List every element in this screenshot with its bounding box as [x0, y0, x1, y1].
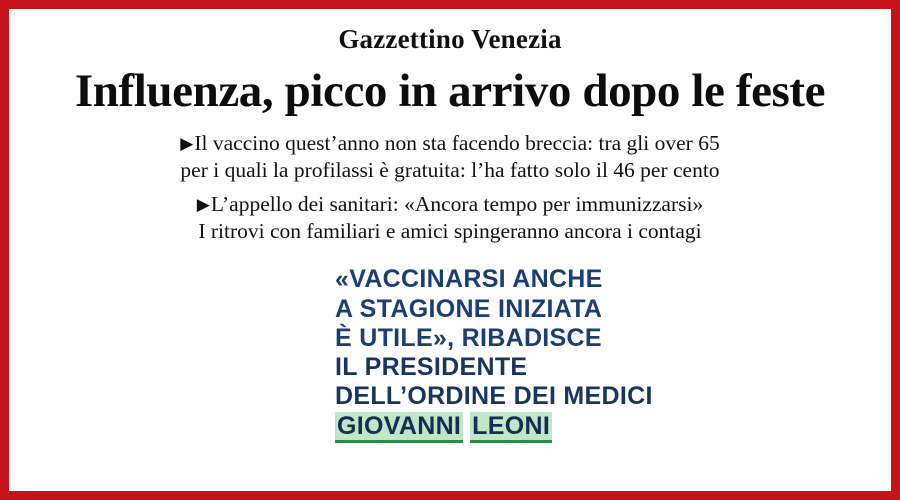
article-subdeck — [35, 130, 865, 245]
bullet-marker-icon: ▶ — [196, 195, 210, 215]
subdeck-line — [107, 130, 793, 157]
pullquote-line: È UTILE», RIBADISCE — [335, 323, 602, 352]
subdeck-text: Il vaccino quest’anno non sta facendo breccia: tra gli over 65 — [194, 131, 720, 156]
subdeck-line — [107, 191, 793, 218]
subdeck-line: I ritrovi con familiari e amici spingeranno ancora i contagi — [198, 219, 702, 244]
pullquote-line: DELL’ORDINE DEI MEDICI — [335, 382, 653, 411]
bullet-marker-icon: ▶ — [180, 134, 194, 154]
attribution-first-name: GIOVANNI — [335, 412, 463, 443]
pullquote-line: A STAGIONE INIZIATA — [335, 294, 603, 323]
subdeck-block-2 — [107, 191, 793, 245]
pullquote-line: IL PRESIDENTE — [335, 353, 528, 382]
pullquote-attribution — [335, 412, 552, 441]
masthead-title: Gazzettino Venezia — [338, 24, 562, 54]
attribution-last-name: LEONI — [470, 412, 552, 443]
article-headline: Influenza, picco in arrivo dopo le feste — [74, 64, 826, 117]
pullquote — [35, 265, 865, 441]
subdeck-line: per i quali la profilassi è gratuita: l’ha fatto solo il 46 per cento — [180, 158, 720, 183]
clipping-content — [9, 9, 891, 491]
subdeck-block-1 — [107, 130, 793, 184]
subdeck-text: L’appello dei sanitari: «Ancora tempo per immunizzarsi» — [210, 192, 704, 217]
pullquote-line: «VACCINARSI ANCHE — [335, 265, 603, 294]
